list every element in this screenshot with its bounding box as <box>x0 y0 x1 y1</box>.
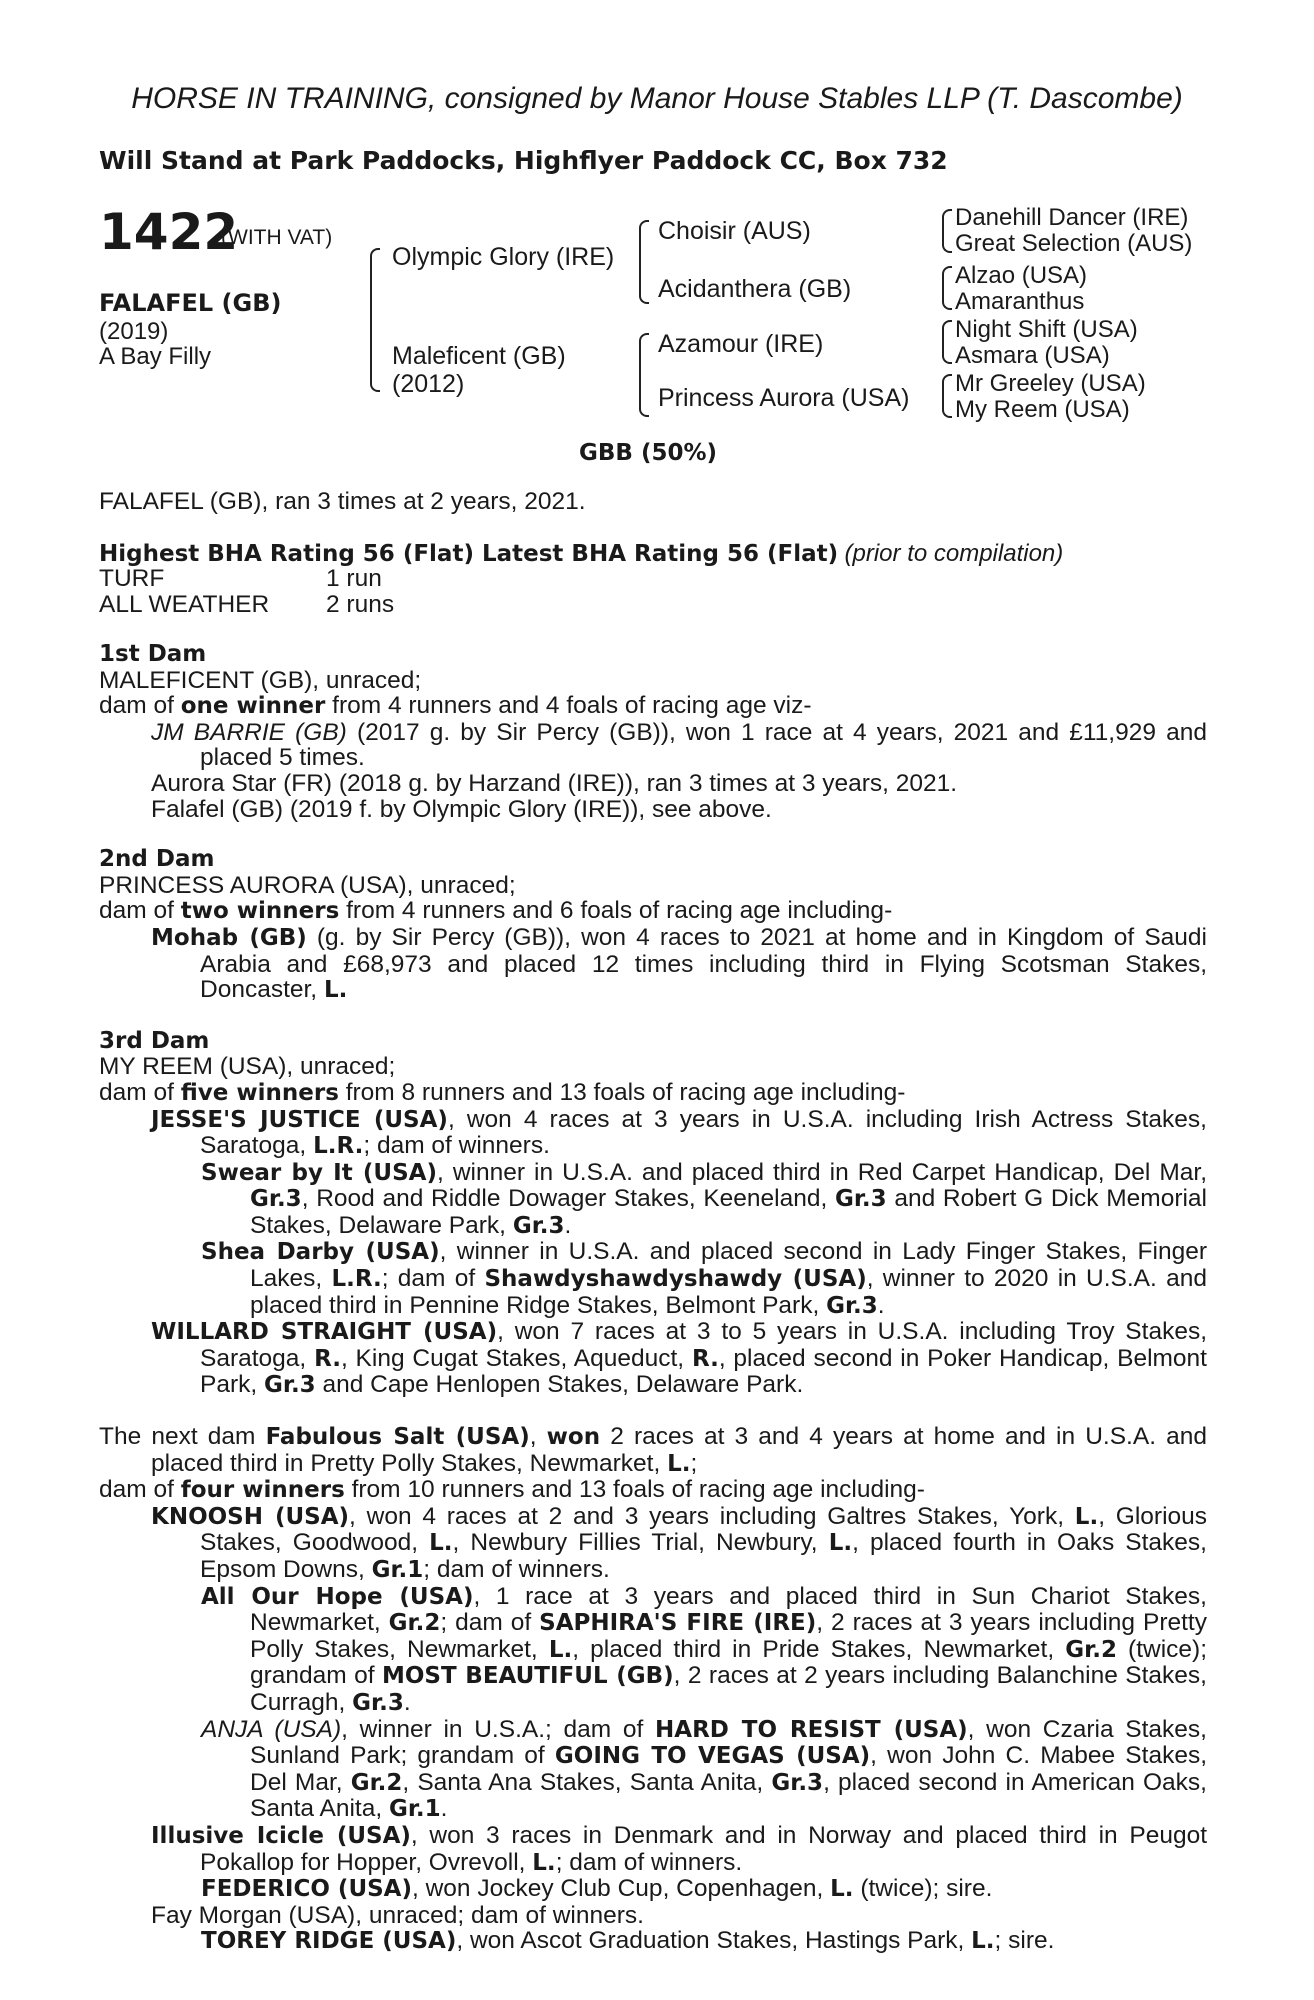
pedigree-sd-sire: Alzao (USA) <box>955 262 1088 289</box>
next-dam-entry-knoosh: KNOOSH (USA), won 4 races at 2 and 3 years including Galtres Stakes, York, L., Glorious Stakes, Goodwood, L., Newbury Fillies Trial, Newbury, L., placed fourth in Oaks Stakes, Epsom Downs, Gr.1; dam of winners. <box>151 1502 1208 1583</box>
third-dam-entry-3: Shea Darby (USA), winner in U.S.A. and placed second in Lady Finger Stakes, Finger Lakes, L.R.; dam of Shawdyshawdyshawdy (USA), winner to 2020 in U.S.A. and placed third in Pennine Ridge Stakes, Belmont Park, Gr.3. <box>201 1238 1207 1319</box>
third-dam-heading: 3rd Dam <box>99 1027 210 1054</box>
pedigree-bracket-dd <box>942 374 952 418</box>
pedigree-bracket-ss <box>942 209 952 253</box>
next-dam-entry-torey-ridge: TOREY RIDGE (USA), won Ascot Graduation Stakes, Hastings Park, L.; sire. <box>201 1927 1055 1955</box>
pedigree-dam: Maleficent (GB) <box>392 342 566 370</box>
next-dam-produce: dam of four winners from 10 runners and 13 foals of racing age including- <box>99 1476 925 1504</box>
pedigree-sire: Olympic Glory (IRE) <box>392 243 615 271</box>
horse-description: A Bay Filly <box>99 343 212 370</box>
pedigree-sd-dam: Amaranthus <box>955 288 1085 315</box>
turf-label: TURF <box>99 565 165 592</box>
first-dam-entry-3: Falafel (GB) (2019 f. by Olympic Glory (IRE)), see above. <box>151 795 772 823</box>
turf-runs: 1 run <box>326 565 382 592</box>
pedigree-dam-year: (2012) <box>392 370 465 398</box>
all-weather-runs: 2 runs <box>326 591 395 618</box>
gbb-percentage: GBB (50%) <box>579 440 718 466</box>
first-dam-entry-1: JM BARRIE (GB) (2017 g. by Sir Percy (GB)), won 1 race at 4 years, 2021 and £11,929 and placed 5 times. <box>151 718 1207 772</box>
vat-note: (WITH VAT) <box>221 226 333 249</box>
second-dam-entry-1: Mohab (GB) (g. by Sir Percy (GB)), won 4 races to 2021 at home and in Kingdom of Saudi Arabia and £68,973 and placed 12 times including third in Flying Scotsman Stakes, Doncaster, L. <box>151 923 1207 1004</box>
pedigree-dd-dam: My Reem (USA) <box>955 396 1130 423</box>
pedigree-bracket-main <box>370 248 380 392</box>
stand-location: Will Stand at Park Paddocks, Highflyer Paddock CC, Box 732 <box>99 146 948 175</box>
pedigree-dd-sire: Mr Greeley (USA) <box>955 370 1146 397</box>
second-dam-heading: 2nd Dam <box>99 846 215 873</box>
third-dam-entry-1: JESSE'S JUSTICE (USA), won 4 races at 3 years in U.S.A. including Irish Actress Stakes, Saratoga, L.R.; dam of winners. <box>151 1105 1207 1160</box>
first-dam-heading: 1st Dam <box>99 641 207 667</box>
pedigree-ds-sire: Night Shift (USA) <box>955 316 1138 343</box>
next-dam-entry-federico: FEDERICO (USA), won Jockey Club Cup, Copenhagen, L. (twice); sire. <box>201 1875 993 1903</box>
family-body <box>99 642 1207 1955</box>
first-dam-produce: dam of one winner from 4 runners and 4 foals of racing age viz- <box>99 692 812 720</box>
first-dam-entry-2: Aurora Star (FR) (2018 g. by Harzand (IRE)), ran 3 times at 3 years, 2021. <box>151 769 958 797</box>
next-dam-entry-all-our-hope: All Our Hope (USA), 1 race at 3 years and placed third in Sun Chariot Stakes, Newmarket, Gr.2; dam of SAPHIRA'S FIRE (IRE), 2 races at 3 years including Pretty Polly Stakes, Newmarket, L., placed third in Pride Stakes, Newmarket, Gr.2 (twice); grandam of MOST BEAUTIFUL (GB), 2 races at 2 years including Balanchine Stakes, Curragh, Gr.3. <box>201 1582 1207 1716</box>
pedigree-ss-sire: Danehill Dancer (IRE) <box>955 204 1189 231</box>
second-dam-produce: dam of two winners from 4 runners and 6 foals of racing age including- <box>99 897 893 925</box>
catalogue-title: HORSE IN TRAINING, consigned by Manor House Stables LLP (T. Dascombe) <box>131 82 1183 115</box>
all-weather-label: ALL WEATHER <box>99 591 270 618</box>
bha-rating-note: (prior to compilation) <box>844 540 1064 567</box>
second-dam-name: PRINCESS AURORA (USA), unraced; <box>99 871 516 899</box>
pedigree-ds-dam: Asmara (USA) <box>955 342 1110 369</box>
pedigree-bracket-dam <box>639 333 649 417</box>
horse-name: FALAFEL (GB) <box>99 289 282 317</box>
bha-rating <box>99 540 1063 568</box>
third-dam-entry-4: WILLARD STRAIGHT (USA), won 7 races at 3 to 5 years in U.S.A. including Troy Stakes, Saratoga, R., King Cugat Stakes, Aqueduct, R., placed second in Poker Handicap, Belmont Park, Gr.3 and Cape Henlopen Stakes, Delaware Park. <box>151 1318 1208 1399</box>
pedigree-ss-dam: Great Selection (AUS) <box>955 230 1193 257</box>
third-dam-produce: dam of five winners from 8 runners and 13 foals of racing age including- <box>99 1078 906 1106</box>
next-dam-entry-anja: ANJA (USA), winner in U.S.A.; dam of HARD TO RESIST (USA), won Czaria Stakes, Sunland Park; grandam of GOING TO VEGAS (USA), won John C. Mabee Stakes, Del Mar, Gr.2, Santa Ana Stakes, Santa Anita, Gr.3, placed second in American Oaks, Santa Anita, Gr.1. <box>201 1715 1207 1823</box>
pedigree-sire-dam: Acidanthera (GB) <box>658 275 852 303</box>
pedigree-bracket-sd <box>942 266 952 310</box>
pedigree-dam-sire: Azamour (IRE) <box>658 330 824 358</box>
third-dam-entry-2: Swear by It (USA), winner in U.S.A. and placed third in Red Carpet Handicap, Del Mar, Gr.3, Rood and Riddle Dowager Stakes, Keeneland, Gr.3 and Robert G Dick Memorial Stakes, Delaware Park, Gr.3. <box>201 1158 1208 1239</box>
next-dam-entry-fay-morgan: Fay Morgan (USA), unraced; dam of winners. <box>151 1901 644 1929</box>
next-dam-intro: The next dam Fabulous Salt (USA), won 2 races at 3 and 4 years at home and in U.S.A. and placed third in Pretty Polly Stakes, Newmarket, L.; <box>99 1423 1208 1477</box>
third-dam-name: MY REEM (USA), unraced; <box>99 1053 396 1081</box>
pedigree-dam-dam: Princess Aurora (USA) <box>658 384 910 412</box>
race-summary: FALAFEL (GB), ran 3 times at 2 years, 2021. <box>99 488 586 515</box>
next-dam-entry-illusive-icicle: Illusive Icicle (USA), won 3 races in Denmark and in Norway and placed third in Peugot Pokallop for Hopper, Ovrevoll, L.; dam of winners. <box>151 1821 1208 1876</box>
lot-number: 1422 <box>99 203 239 261</box>
pedigree-bracket-ds <box>942 320 952 364</box>
horse-year: (2019) <box>99 318 169 345</box>
first-dam-name: MALEFICENT (GB), unraced; <box>99 666 422 694</box>
pedigree-sire-sire: Choisir (AUS) <box>658 217 811 245</box>
bha-rating-text: Highest BHA Rating 56 (Flat) Latest BHA Rating 56 (Flat) <box>99 541 839 567</box>
pedigree-bracket-sire <box>639 220 649 304</box>
